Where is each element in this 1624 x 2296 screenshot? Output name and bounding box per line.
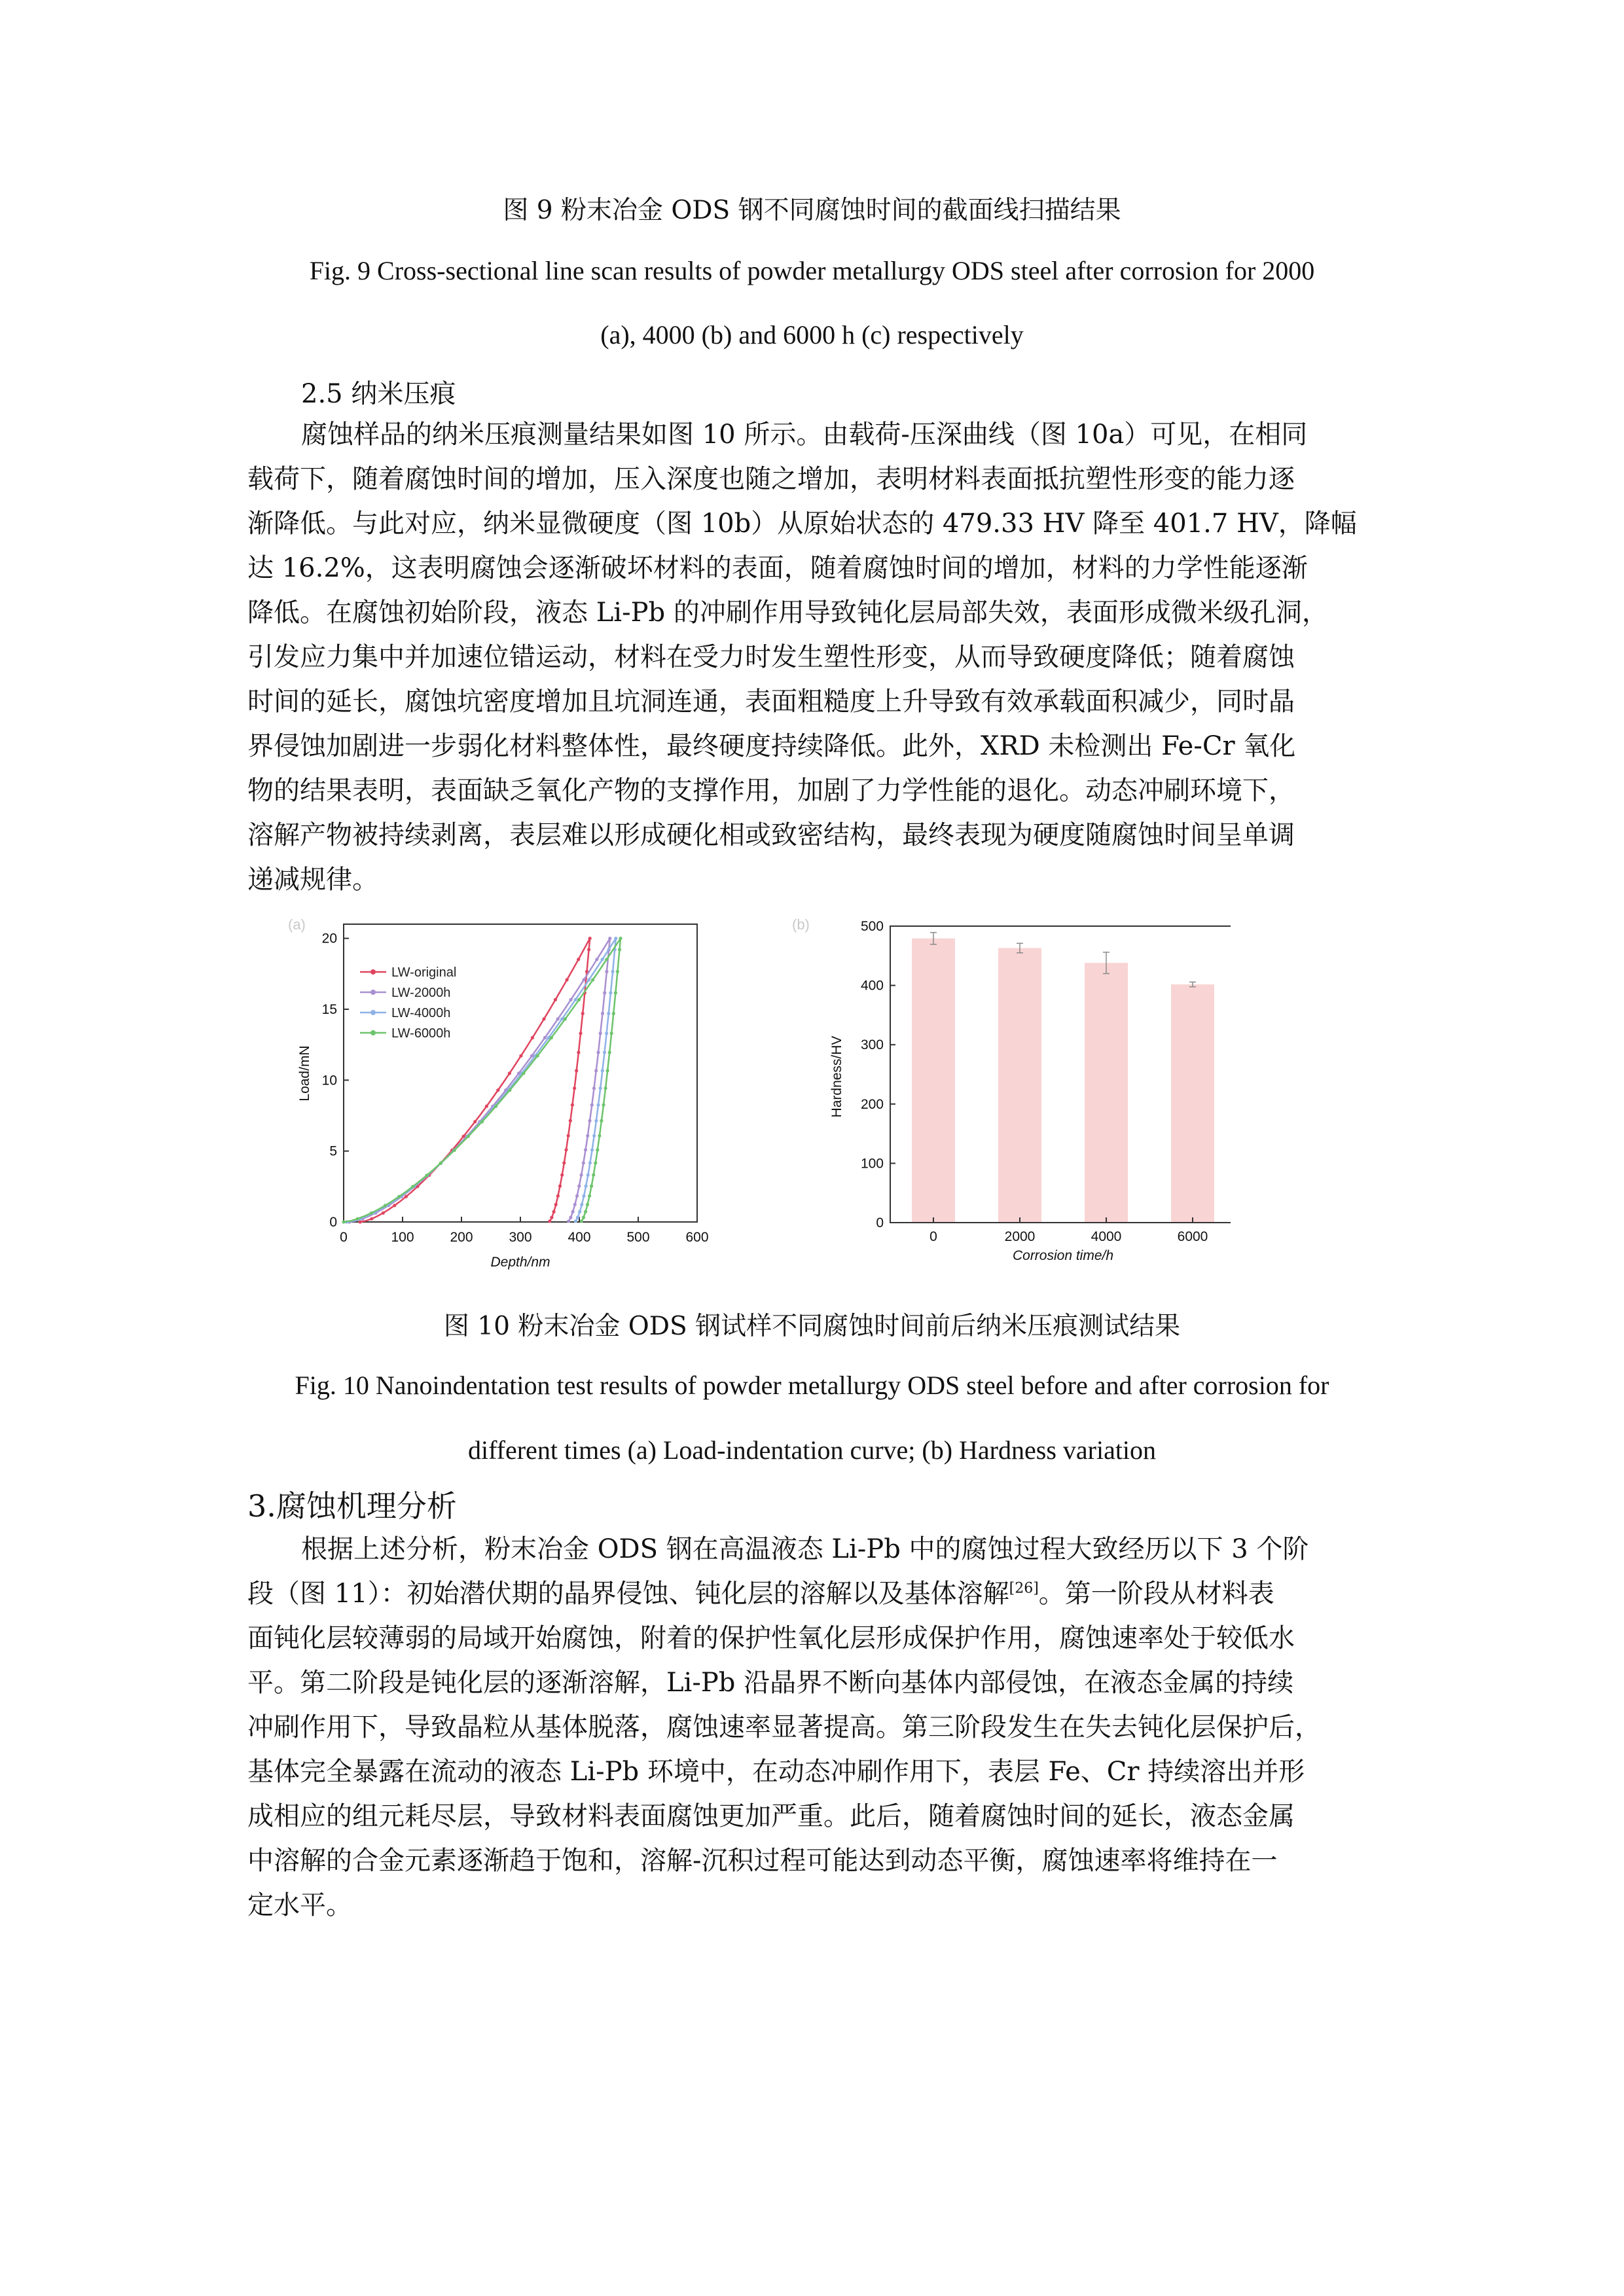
series-line-LW-2000h — [350, 939, 610, 1222]
data-point — [603, 991, 606, 994]
data-point — [370, 1217, 373, 1221]
data-point — [596, 1148, 599, 1151]
data-point — [567, 1134, 570, 1138]
section-2-5-paragraph — [247, 412, 1386, 902]
data-point — [608, 1050, 611, 1054]
para1-line: 达 16.2%，这表明腐蚀会逐渐破坏材料的表面，随着腐蚀时间的增加，材料的力学性能逐渐 — [247, 553, 1308, 583]
para1-line: 载荷下，随着腐蚀时间的增加，压入深度也随之增加，表明材料表面抵抗塑性形变的能力逐 — [247, 464, 1295, 494]
data-point — [494, 1105, 497, 1108]
data-point — [356, 1217, 359, 1221]
y-tick-label: 15 — [321, 1002, 337, 1017]
data-point — [550, 1216, 553, 1219]
x-tick-label: 4000 — [1091, 1229, 1122, 1244]
para2-text: 。第一阶段从材料表 — [1038, 1579, 1274, 1609]
data-point — [586, 1203, 589, 1206]
data-point — [612, 1012, 615, 1015]
legend-label: LW-4000h — [391, 1006, 451, 1020]
bar-6000 — [1171, 984, 1214, 1223]
data-point — [411, 1185, 414, 1188]
para1-line: 降低。在腐蚀初始阶段，液态 Li-Pb 的冲刷作用导致钝化层局部失效，表面形成微米级孔洞， — [247, 598, 1328, 628]
data-point — [608, 937, 611, 940]
data-point — [567, 1219, 570, 1223]
x-tick-label: 600 — [685, 1230, 709, 1245]
legend-label: LW-2000h — [391, 986, 451, 1000]
y-tick-label: 5 — [329, 1143, 337, 1159]
para2-line: 成相应的组元耗尽层，导致材料表面腐蚀更加严重。此后，随着腐蚀时间的延长，液态金属 — [247, 1801, 1295, 1831]
panel-label-a: (a) — [288, 916, 306, 933]
data-point — [590, 1103, 594, 1107]
data-point — [582, 1194, 585, 1198]
legend-marker — [370, 1010, 376, 1015]
data-point — [569, 1216, 572, 1219]
data-point — [594, 1069, 598, 1072]
data-point — [519, 1054, 522, 1058]
para1-line: 渐降低。与此对应，纳米显微硬度（图 10b）从原始状态的 479.33 HV 降至 401.7 HV，降幅 — [247, 509, 1357, 539]
data-point — [577, 958, 580, 961]
data-point — [554, 1203, 558, 1206]
data-point — [588, 937, 592, 940]
data-point — [439, 1162, 442, 1165]
y-tick-label: 300 — [860, 1037, 884, 1053]
data-point — [580, 1219, 583, 1223]
data-point — [342, 1220, 345, 1223]
para1-line: 溶解产物被持续剥离，表层难以形成硬化相或致密结构，最终表现为硬度随腐蚀时间呈单调 — [247, 820, 1295, 850]
data-point — [594, 1161, 597, 1164]
legend-marker — [370, 990, 376, 995]
x-axis-title: Depth/nm — [490, 1255, 550, 1270]
fig10a-chart — [281, 910, 727, 1276]
fig10b-chart — [785, 910, 1231, 1276]
data-point — [588, 1194, 591, 1198]
data-point — [562, 1161, 566, 1164]
y-tick-label: 500 — [860, 919, 884, 934]
para2-line — [247, 1571, 1386, 1616]
data-point — [599, 1031, 602, 1035]
data-point — [592, 1086, 596, 1090]
data-point — [584, 1210, 587, 1213]
data-point — [560, 1017, 564, 1020]
data-point — [508, 1071, 511, 1075]
bar-0 — [912, 939, 955, 1223]
data-point — [618, 948, 621, 951]
data-point — [574, 998, 577, 1001]
data-point — [556, 1194, 560, 1198]
x-tick-label: 0 — [340, 1230, 348, 1245]
data-point — [601, 958, 604, 961]
legend-label: LW-original — [391, 965, 457, 980]
data-point — [614, 937, 617, 940]
data-point — [614, 991, 617, 994]
data-point — [575, 1069, 578, 1072]
data-point — [595, 958, 598, 961]
panel-label-b: (b) — [792, 916, 810, 933]
x-tick-label: 200 — [450, 1230, 473, 1245]
data-point — [590, 1148, 594, 1151]
y-tick-label: 0 — [876, 1215, 884, 1230]
data-point — [578, 1210, 581, 1213]
data-point — [581, 1012, 585, 1015]
data-point — [543, 1036, 547, 1039]
data-point — [582, 1216, 585, 1219]
fig9-caption-cn: 图 9 粉末冶金 ODS 钢不同腐蚀时间的截面线扫描结果 — [503, 196, 1121, 225]
section-2-5-heading: 2.5 纳米压痕 — [301, 379, 456, 409]
section-3-heading: 3.腐蚀机理分析 — [247, 1488, 457, 1524]
data-point — [453, 1149, 456, 1152]
data-point — [577, 1185, 581, 1188]
series-line-LW-original — [360, 939, 590, 1222]
data-point — [569, 998, 573, 1001]
fig10-caption-en-line1: Fig. 10 Nanoindentation test results of powder metallurgy ODS steel before and after corrosion for — [295, 1371, 1329, 1400]
fig10-caption-cn: 图 10 粉末冶金 ODS 钢试样不同腐蚀时间前后纳米压痕测试结果 — [443, 1312, 1181, 1341]
data-point — [566, 978, 569, 981]
data-point — [575, 1194, 579, 1198]
data-point — [571, 1103, 574, 1107]
data-point — [370, 1211, 373, 1215]
data-point — [601, 1069, 604, 1072]
para2-line: 基体完全暴露在流动的液态 Li-Pb 环境中，在动态冲刷作用下，表层 Fe、Cr 持续溶出并形 — [247, 1757, 1305, 1787]
data-point — [582, 1161, 585, 1164]
fig9-caption-en-line2: (a), 4000 (b) and 6000 h (c) respectively — [600, 320, 1024, 350]
data-point — [619, 937, 622, 940]
data-point — [587, 978, 590, 981]
data-point — [564, 1148, 568, 1151]
para1-line: 递减规律。 — [247, 865, 378, 895]
data-point — [550, 1036, 553, 1039]
data-point — [530, 1054, 533, 1058]
data-point — [610, 1031, 613, 1035]
data-point — [576, 1216, 579, 1219]
x-tick-label: 500 — [626, 1230, 650, 1245]
data-point — [596, 1050, 600, 1054]
para1-line: 时间的延长，腐蚀坑密度增加且坑洞连通，表面粗糙度上升导致有效承载面积减少，同时晶 — [247, 687, 1295, 717]
y-tick-label: 0 — [329, 1215, 337, 1230]
para1-line: 腐蚀样品的纳米压痕测量结果如图 10 所示。由载荷-压深曲线（图 10a）可见，在相同 — [301, 420, 1308, 450]
data-point — [558, 1185, 562, 1188]
data-point — [585, 1185, 588, 1188]
para1-line: 界侵蚀加剧进一步弱化材料整体性，最终硬度持续降低。此外，XRD 未检测出 Fe-Cr 氧化 — [247, 731, 1296, 761]
x-tick-label: 0 — [929, 1229, 937, 1244]
y-tick-label: 100 — [860, 1156, 884, 1172]
para1-line: 物的结果表明，表面缺乏氧化产物的支撑作用，加剧了力学性能的退化。动态冲刷环境下， — [247, 776, 1295, 806]
x-tick-label: 100 — [391, 1230, 414, 1245]
data-point — [393, 1204, 396, 1207]
data-point — [577, 998, 581, 1001]
data-point — [586, 1174, 590, 1177]
data-point — [397, 1195, 401, 1198]
bar-2000 — [998, 948, 1041, 1223]
data-point — [577, 1050, 580, 1054]
x-tick-label: 2000 — [1004, 1229, 1036, 1244]
data-point — [601, 1012, 604, 1015]
y-tick-label: 400 — [860, 978, 884, 994]
data-point — [606, 1069, 609, 1072]
para2-text: 段（图 11）：初始潜伏期的晶界侵蚀、钝化层的溶解以及基体溶解 — [247, 1579, 1009, 1609]
data-point — [603, 1050, 606, 1054]
data-point — [531, 1036, 534, 1039]
legend-label: LW-6000h — [391, 1026, 451, 1041]
data-point — [485, 1105, 488, 1108]
y-axis-title: Load/mN — [297, 1045, 312, 1102]
data-point — [611, 970, 615, 973]
data-point — [384, 1204, 387, 1207]
data-point — [548, 1219, 551, 1223]
fig9-caption-en-line1: Fig. 9 Cross-sectional line scan results of powder metallurgy ODS steel after corrosion for 2000 — [309, 256, 1315, 285]
data-point — [560, 1174, 564, 1177]
data-point — [598, 1134, 601, 1138]
data-point — [587, 948, 590, 951]
data-point — [596, 1103, 600, 1107]
data-point — [556, 1017, 560, 1020]
data-point — [542, 1017, 545, 1020]
data-point — [599, 1086, 602, 1090]
citation-ref[interactable]: [26] — [1009, 1580, 1039, 1597]
para2-line: 中溶解的合金元素逐渐趋于饱和，溶解-沉积过程可能达到动态平衡，腐蚀速率将维持在一 — [247, 1846, 1278, 1876]
data-point — [480, 1120, 484, 1123]
data-point — [580, 1203, 583, 1206]
section-3-paragraph — [247, 1527, 1386, 1928]
data-point — [590, 1185, 593, 1188]
data-point — [571, 1210, 575, 1213]
data-point — [582, 978, 585, 981]
data-point — [382, 1211, 385, 1215]
data-point — [564, 1017, 567, 1020]
legend-marker — [370, 1030, 376, 1035]
data-point — [591, 978, 594, 981]
data-point — [508, 1088, 511, 1092]
data-point — [605, 958, 608, 961]
data-point — [496, 1088, 499, 1092]
x-tick-label: 6000 — [1177, 1229, 1208, 1244]
y-tick-label: 200 — [860, 1096, 884, 1112]
data-point — [579, 1031, 582, 1035]
data-point — [467, 1135, 470, 1138]
data-point — [604, 1086, 607, 1090]
data-point — [588, 1161, 592, 1164]
x-tick-label: 400 — [568, 1230, 591, 1245]
data-point — [584, 1148, 587, 1151]
data-point — [588, 1119, 591, 1122]
data-point — [573, 1086, 576, 1090]
data-point — [594, 1119, 598, 1122]
bar-4000 — [1085, 963, 1128, 1223]
data-point — [580, 1174, 583, 1177]
data-point — [569, 1119, 572, 1122]
data-point — [616, 970, 619, 973]
data-point — [552, 1210, 556, 1213]
data-point — [586, 1134, 589, 1138]
legend-marker — [370, 969, 376, 975]
data-point — [602, 1103, 605, 1107]
data-point — [473, 1120, 477, 1123]
para2-line: 定水平。 — [247, 1890, 352, 1920]
y-tick-label: 20 — [321, 931, 337, 946]
data-point — [522, 1071, 525, 1075]
data-point — [554, 998, 557, 1001]
data-point — [574, 1219, 577, 1223]
para2-line: 平。第二阶段是钝化层的逐渐溶解，Li-Pb 沿晶界不断向基体内部侵蚀，在液态金属的持续 — [247, 1668, 1294, 1698]
data-point — [607, 1012, 610, 1015]
fig10-caption-en-line2: different times (a) Load-indentation curve; (b) Hardness variation — [467, 1435, 1157, 1465]
x-axis-title: Corrosion time/h — [1012, 1248, 1114, 1263]
x-tick-label: 300 — [509, 1230, 532, 1245]
data-point — [605, 970, 608, 973]
data-point — [573, 1203, 577, 1206]
para2-line: 面钝化层较薄弱的局域开始腐蚀，附着的保护性氧化层形成保护作用，腐蚀速率处于较低水 — [247, 1623, 1295, 1653]
data-point — [605, 1031, 608, 1035]
para2-line: 冲刷作用下，导致晶粒从基体脱落，腐蚀速率显著提高。第三阶段发生在失去钝化层保护后， — [247, 1712, 1321, 1742]
para2-line: 根据上述分析，粉末冶金 ODS 钢在高温液态 Li-Pb 中的腐蚀过程大致经历以下 3 个阶 — [301, 1534, 1309, 1564]
data-point — [592, 1174, 595, 1177]
data-point — [600, 1119, 603, 1122]
para1-line: 引发应力集中并加速位错运动，材料在受力时发生塑性形变，从而导致硬度降低；随着腐蚀 — [247, 642, 1295, 672]
data-point — [405, 1195, 408, 1198]
data-point — [592, 1134, 596, 1138]
data-point — [609, 991, 612, 994]
data-point — [536, 1054, 539, 1058]
y-tick-label: 10 — [321, 1073, 337, 1088]
y-axis-title: Hardness/HV — [829, 1035, 844, 1118]
data-point — [425, 1174, 428, 1177]
series-line-LW-6000h — [344, 939, 621, 1222]
